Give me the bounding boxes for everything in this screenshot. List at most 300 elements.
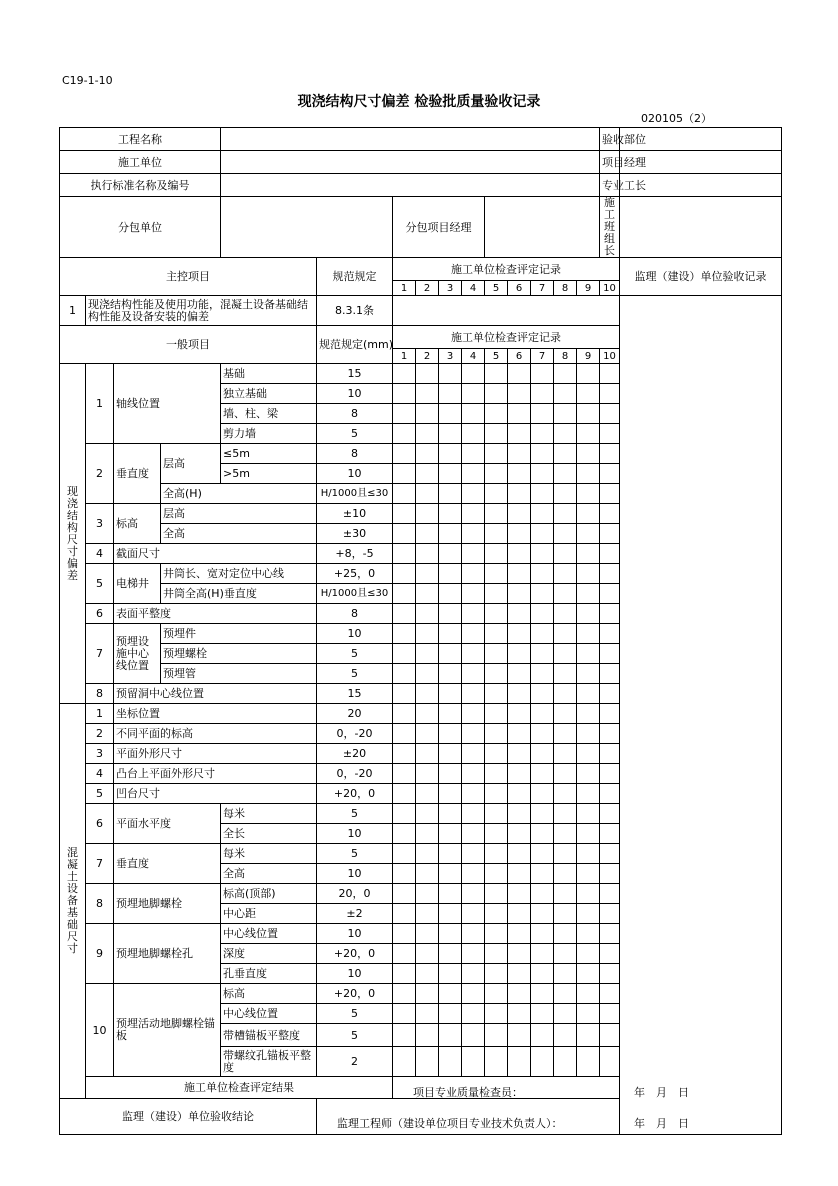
check-cell[interactable] [393, 584, 416, 604]
check-cell[interactable] [462, 544, 485, 564]
check-cell[interactable] [531, 684, 554, 704]
check-cell[interactable] [393, 364, 416, 384]
check-cell[interactable] [462, 984, 485, 1004]
check-cell[interactable] [462, 964, 485, 984]
check-cell[interactable] [439, 724, 462, 744]
check-cell[interactable] [600, 904, 620, 924]
check-cell[interactable] [462, 844, 485, 864]
check-cell[interactable] [554, 484, 577, 504]
check-cell[interactable] [485, 864, 508, 884]
check-cell[interactable] [554, 924, 577, 944]
check-cell[interactable] [577, 844, 600, 864]
check-cell[interactable] [462, 664, 485, 684]
check-cell[interactable] [508, 984, 531, 1004]
check-cell[interactable] [600, 984, 620, 1004]
check-cell[interactable] [508, 744, 531, 764]
check-cell[interactable] [416, 864, 439, 884]
check-cell[interactable] [416, 544, 439, 564]
check-cell[interactable] [393, 404, 416, 424]
check-cell[interactable] [554, 404, 577, 424]
construction-unit-field[interactable] [221, 151, 600, 174]
check-cell[interactable] [577, 604, 600, 624]
check-cell[interactable] [485, 524, 508, 544]
check-cell[interactable] [393, 924, 416, 944]
check-cell[interactable] [508, 704, 531, 724]
check-cell[interactable] [439, 484, 462, 504]
check-cell[interactable] [393, 1004, 416, 1024]
check-cell[interactable] [554, 364, 577, 384]
check-cell[interactable] [508, 804, 531, 824]
check-cell[interactable] [439, 804, 462, 824]
check-cell[interactable] [508, 844, 531, 864]
check-cell[interactable] [393, 564, 416, 584]
check-cell[interactable] [439, 1047, 462, 1077]
check-cell[interactable] [508, 424, 531, 444]
check-cell[interactable] [554, 584, 577, 604]
check-cell[interactable] [577, 564, 600, 584]
check-cell[interactable] [600, 644, 620, 664]
check-cell[interactable] [531, 1047, 554, 1077]
check-cell[interactable] [600, 524, 620, 544]
check-cell[interactable] [485, 744, 508, 764]
check-cell[interactable] [439, 704, 462, 724]
check-cell[interactable] [416, 984, 439, 1004]
check-cell[interactable] [577, 644, 600, 664]
check-cell[interactable] [462, 1047, 485, 1077]
check-cell[interactable] [439, 684, 462, 704]
check-cell[interactable] [393, 764, 416, 784]
check-cell[interactable] [416, 1047, 439, 1077]
check-cell[interactable] [508, 384, 531, 404]
check-cell[interactable] [577, 964, 600, 984]
check-cell[interactable] [439, 864, 462, 884]
check-cell[interactable] [600, 1047, 620, 1077]
check-cell[interactable] [508, 784, 531, 804]
check-cell[interactable] [554, 744, 577, 764]
check-cell[interactable] [485, 904, 508, 924]
check-cell[interactable] [554, 424, 577, 444]
check-cell[interactable] [508, 684, 531, 704]
project-name-field[interactable] [221, 128, 600, 151]
check-cell[interactable] [485, 964, 508, 984]
check-cell[interactable] [462, 1024, 485, 1047]
check-cell[interactable] [600, 844, 620, 864]
check-cell[interactable] [485, 824, 508, 844]
check-cell[interactable] [393, 1024, 416, 1047]
check-cell[interactable] [416, 364, 439, 384]
check-cell[interactable] [393, 944, 416, 964]
check-cell[interactable] [577, 904, 600, 924]
check-cell[interactable] [554, 724, 577, 744]
check-cell[interactable] [554, 844, 577, 864]
check-cell[interactable] [577, 784, 600, 804]
check-cell[interactable] [462, 944, 485, 964]
check-cell[interactable] [531, 1024, 554, 1047]
check-cell[interactable] [554, 684, 577, 704]
check-cell[interactable] [393, 624, 416, 644]
check-cell[interactable] [577, 684, 600, 704]
check-cell[interactable] [416, 824, 439, 844]
check-cell[interactable] [393, 744, 416, 764]
check-cell[interactable] [416, 464, 439, 484]
check-cell[interactable] [508, 1004, 531, 1024]
check-cell[interactable] [554, 504, 577, 524]
check-cell[interactable] [485, 884, 508, 904]
check-cell[interactable] [416, 384, 439, 404]
check-cell[interactable] [393, 964, 416, 984]
check-cell[interactable] [531, 564, 554, 584]
check-cell[interactable] [439, 1004, 462, 1024]
check-cell[interactable] [554, 1004, 577, 1024]
check-cell[interactable] [439, 544, 462, 564]
check-cell[interactable] [393, 804, 416, 824]
check-cell[interactable] [439, 784, 462, 804]
check-cell[interactable] [485, 1004, 508, 1024]
check-cell[interactable] [393, 524, 416, 544]
check-cell[interactable] [531, 544, 554, 564]
check-cell[interactable] [393, 484, 416, 504]
main-item-check[interactable] [393, 296, 620, 326]
check-cell[interactable] [485, 684, 508, 704]
check-cell[interactable] [600, 924, 620, 944]
check-cell[interactable] [439, 524, 462, 544]
check-cell[interactable] [577, 1024, 600, 1047]
check-cell[interactable] [531, 704, 554, 724]
check-cell[interactable] [462, 464, 485, 484]
check-cell[interactable] [393, 824, 416, 844]
check-cell[interactable] [508, 584, 531, 604]
check-cell[interactable] [531, 884, 554, 904]
check-cell[interactable] [462, 684, 485, 704]
check-cell[interactable] [577, 884, 600, 904]
check-cell[interactable] [531, 784, 554, 804]
check-cell[interactable] [485, 544, 508, 564]
check-cell[interactable] [462, 524, 485, 544]
check-cell[interactable] [554, 824, 577, 844]
check-cell[interactable] [600, 824, 620, 844]
check-cell[interactable] [439, 404, 462, 424]
check-cell[interactable] [485, 644, 508, 664]
check-cell[interactable] [600, 724, 620, 744]
check-cell[interactable] [554, 384, 577, 404]
check-cell[interactable] [462, 564, 485, 584]
check-cell[interactable] [577, 524, 600, 544]
check-cell[interactable] [577, 984, 600, 1004]
check-cell[interactable] [485, 784, 508, 804]
check-cell[interactable] [577, 744, 600, 764]
check-cell[interactable] [600, 504, 620, 524]
check-cell[interactable] [416, 724, 439, 744]
check-cell[interactable] [393, 684, 416, 704]
check-cell[interactable] [554, 944, 577, 964]
check-cell[interactable] [577, 704, 600, 724]
check-cell[interactable] [531, 824, 554, 844]
check-cell[interactable] [439, 564, 462, 584]
check-cell[interactable] [462, 444, 485, 464]
check-cell[interactable] [439, 944, 462, 964]
check-cell[interactable] [577, 1047, 600, 1077]
check-cell[interactable] [439, 604, 462, 624]
check-cell[interactable] [600, 684, 620, 704]
check-cell[interactable] [439, 764, 462, 784]
check-cell[interactable] [393, 444, 416, 464]
check-cell[interactable] [600, 384, 620, 404]
check-cell[interactable] [439, 584, 462, 604]
check-cell[interactable] [554, 804, 577, 824]
check-cell[interactable] [508, 364, 531, 384]
check-cell[interactable] [531, 624, 554, 644]
check-cell[interactable] [462, 384, 485, 404]
check-cell[interactable] [439, 964, 462, 984]
check-cell[interactable] [416, 764, 439, 784]
check-cell[interactable] [554, 884, 577, 904]
check-cell[interactable] [439, 664, 462, 684]
check-cell[interactable] [416, 504, 439, 524]
check-cell[interactable] [485, 1024, 508, 1047]
check-cell[interactable] [439, 444, 462, 464]
check-cell[interactable] [577, 824, 600, 844]
check-cell[interactable] [554, 624, 577, 644]
check-cell[interactable] [462, 864, 485, 884]
check-cell[interactable] [462, 404, 485, 424]
check-cell[interactable] [393, 604, 416, 624]
check-cell[interactable] [600, 1024, 620, 1047]
check-cell[interactable] [600, 564, 620, 584]
check-cell[interactable] [393, 384, 416, 404]
check-cell[interactable] [485, 464, 508, 484]
check-cell[interactable] [554, 664, 577, 684]
check-cell[interactable] [439, 1024, 462, 1047]
check-cell[interactable] [393, 724, 416, 744]
check-cell[interactable] [439, 384, 462, 404]
check-cell[interactable] [531, 504, 554, 524]
check-cell[interactable] [416, 584, 439, 604]
check-cell[interactable] [531, 664, 554, 684]
check-cell[interactable] [462, 824, 485, 844]
check-cell[interactable] [416, 924, 439, 944]
check-cell[interactable] [485, 584, 508, 604]
check-cell[interactable] [600, 544, 620, 564]
check-cell[interactable] [485, 704, 508, 724]
check-cell[interactable] [416, 484, 439, 504]
check-cell[interactable] [531, 644, 554, 664]
check-cell[interactable] [508, 624, 531, 644]
check-cell[interactable] [554, 464, 577, 484]
check-cell[interactable] [416, 744, 439, 764]
check-cell[interactable] [577, 804, 600, 824]
check-cell[interactable] [462, 904, 485, 924]
check-cell[interactable] [600, 744, 620, 764]
check-cell[interactable] [554, 524, 577, 544]
check-cell[interactable] [393, 884, 416, 904]
check-cell[interactable] [462, 804, 485, 824]
sub-manager-field[interactable] [485, 197, 600, 258]
check-cell[interactable] [554, 964, 577, 984]
check-cell[interactable] [508, 864, 531, 884]
check-cell[interactable] [508, 924, 531, 944]
check-cell[interactable] [439, 744, 462, 764]
check-cell[interactable] [600, 864, 620, 884]
check-cell[interactable] [577, 724, 600, 744]
check-cell[interactable] [577, 944, 600, 964]
check-cell[interactable] [439, 624, 462, 644]
check-cell[interactable] [393, 864, 416, 884]
check-cell[interactable] [531, 444, 554, 464]
check-cell[interactable] [508, 444, 531, 464]
check-cell[interactable] [393, 464, 416, 484]
check-cell[interactable] [600, 764, 620, 784]
check-cell[interactable] [508, 764, 531, 784]
check-cell[interactable] [508, 484, 531, 504]
check-cell[interactable] [393, 844, 416, 864]
check-cell[interactable] [600, 464, 620, 484]
check-cell[interactable] [462, 704, 485, 724]
check-cell[interactable] [485, 364, 508, 384]
check-cell[interactable] [577, 364, 600, 384]
check-cell[interactable] [600, 584, 620, 604]
check-cell[interactable] [600, 364, 620, 384]
check-cell[interactable] [439, 924, 462, 944]
check-cell[interactable] [416, 664, 439, 684]
check-cell[interactable] [485, 404, 508, 424]
check-cell[interactable] [416, 784, 439, 804]
check-cell[interactable] [600, 964, 620, 984]
check-cell[interactable] [462, 764, 485, 784]
check-cell[interactable] [554, 564, 577, 584]
check-cell[interactable] [462, 744, 485, 764]
check-cell[interactable] [508, 564, 531, 584]
check-cell[interactable] [554, 864, 577, 884]
check-cell[interactable] [439, 824, 462, 844]
check-cell[interactable] [439, 904, 462, 924]
check-cell[interactable] [416, 604, 439, 624]
check-cell[interactable] [393, 784, 416, 804]
check-cell[interactable] [508, 944, 531, 964]
check-cell[interactable] [439, 844, 462, 864]
check-cell[interactable] [485, 384, 508, 404]
check-cell[interactable] [416, 564, 439, 584]
check-cell[interactable] [508, 884, 531, 904]
check-cell[interactable] [416, 1004, 439, 1024]
check-cell[interactable] [462, 604, 485, 624]
check-cell[interactable] [416, 424, 439, 444]
check-cell[interactable] [577, 444, 600, 464]
check-cell[interactable] [531, 364, 554, 384]
check-cell[interactable] [485, 424, 508, 444]
check-cell[interactable] [531, 464, 554, 484]
check-cell[interactable] [577, 864, 600, 884]
check-cell[interactable] [416, 524, 439, 544]
check-cell[interactable] [554, 784, 577, 804]
check-cell[interactable] [439, 984, 462, 1004]
check-cell[interactable] [600, 884, 620, 904]
check-cell[interactable] [439, 364, 462, 384]
check-cell[interactable] [416, 684, 439, 704]
check-cell[interactable] [485, 804, 508, 824]
check-cell[interactable] [508, 544, 531, 564]
check-cell[interactable] [485, 924, 508, 944]
check-cell[interactable] [531, 1004, 554, 1024]
check-cell[interactable] [485, 1047, 508, 1077]
check-cell[interactable] [393, 544, 416, 564]
check-cell[interactable] [600, 424, 620, 444]
check-cell[interactable] [416, 804, 439, 824]
check-cell[interactable] [531, 604, 554, 624]
check-cell[interactable] [577, 484, 600, 504]
check-cell[interactable] [416, 844, 439, 864]
check-cell[interactable] [600, 944, 620, 964]
check-cell[interactable] [462, 784, 485, 804]
check-cell[interactable] [531, 984, 554, 1004]
check-cell[interactable] [508, 964, 531, 984]
check-cell[interactable] [508, 724, 531, 744]
check-cell[interactable] [393, 664, 416, 684]
check-cell[interactable] [531, 384, 554, 404]
check-cell[interactable] [554, 1024, 577, 1047]
check-cell[interactable] [393, 424, 416, 444]
check-cell[interactable] [554, 764, 577, 784]
check-cell[interactable] [416, 644, 439, 664]
check-cell[interactable] [577, 424, 600, 444]
check-cell[interactable] [600, 664, 620, 684]
check-cell[interactable] [462, 884, 485, 904]
check-cell[interactable] [508, 664, 531, 684]
check-cell[interactable] [531, 804, 554, 824]
check-cell[interactable] [531, 524, 554, 544]
check-cell[interactable] [416, 944, 439, 964]
check-cell[interactable] [508, 504, 531, 524]
check-cell[interactable] [416, 964, 439, 984]
check-cell[interactable] [508, 904, 531, 924]
check-cell[interactable] [577, 1004, 600, 1024]
check-cell[interactable] [393, 904, 416, 924]
check-cell[interactable] [531, 944, 554, 964]
check-cell[interactable] [508, 1047, 531, 1077]
check-cell[interactable] [531, 924, 554, 944]
check-cell[interactable] [439, 424, 462, 444]
check-cell[interactable] [462, 1004, 485, 1024]
check-cell[interactable] [577, 924, 600, 944]
check-cell[interactable] [554, 644, 577, 664]
check-cell[interactable] [508, 524, 531, 544]
check-cell[interactable] [577, 624, 600, 644]
check-cell[interactable] [485, 764, 508, 784]
check-cell[interactable] [462, 624, 485, 644]
check-cell[interactable] [554, 904, 577, 924]
check-cell[interactable] [554, 1047, 577, 1077]
check-cell[interactable] [485, 624, 508, 644]
check-cell[interactable] [577, 404, 600, 424]
check-cell[interactable] [531, 724, 554, 744]
check-cell[interactable] [531, 404, 554, 424]
check-cell[interactable] [600, 1004, 620, 1024]
check-cell[interactable] [416, 404, 439, 424]
check-cell[interactable] [393, 1047, 416, 1077]
check-cell[interactable] [508, 604, 531, 624]
check-cell[interactable] [485, 664, 508, 684]
check-cell[interactable] [508, 644, 531, 664]
check-cell[interactable] [439, 504, 462, 524]
check-cell[interactable] [531, 964, 554, 984]
check-cell[interactable] [462, 644, 485, 664]
check-cell[interactable] [600, 624, 620, 644]
check-cell[interactable] [600, 784, 620, 804]
check-cell[interactable] [416, 884, 439, 904]
check-cell[interactable] [439, 464, 462, 484]
check-cell[interactable] [416, 444, 439, 464]
check-cell[interactable] [508, 824, 531, 844]
check-cell[interactable] [485, 504, 508, 524]
